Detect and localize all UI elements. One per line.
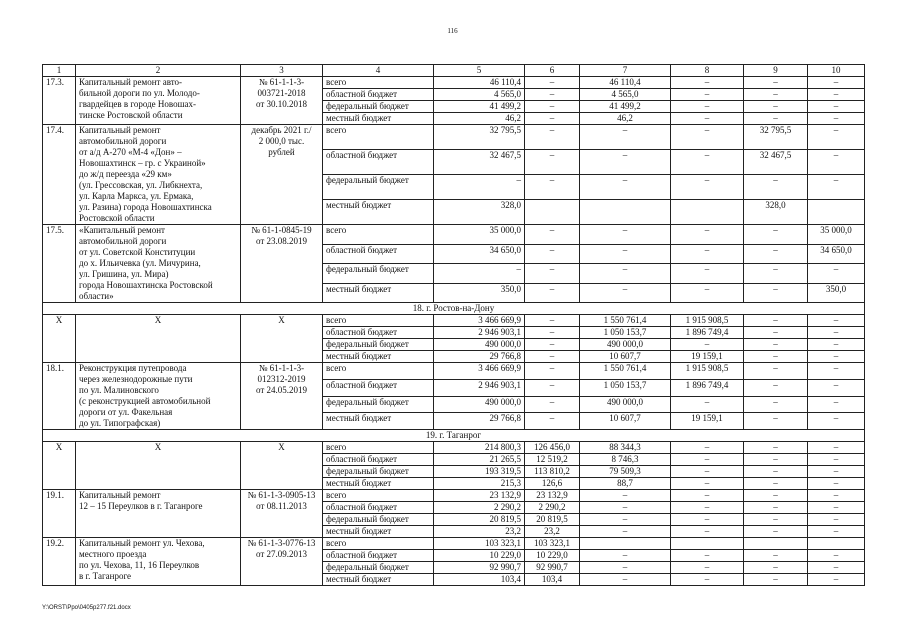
- value-cell-col-5: 214 800,3: [434, 442, 525, 454]
- item-number: 17.3.: [43, 77, 76, 125]
- value-cell-col-8: –: [671, 502, 744, 514]
- value-cell-col-5: 2 290,2: [434, 502, 525, 514]
- item-number: 18.1.: [43, 363, 76, 430]
- budget-label: местный бюджет: [323, 113, 434, 125]
- item-document: № 61-1-1-3- 003721-2018 от 30.10.2018: [241, 77, 323, 125]
- value-cell-col-8: –: [671, 175, 744, 200]
- value-cell-col-7: [580, 200, 671, 225]
- value-cell-col-7: 490 000,0: [580, 339, 671, 351]
- value-cell-col-9: –: [744, 514, 808, 526]
- item-document: № 61-1-1-3- 012312-2019 от 24.05.2019: [241, 363, 323, 430]
- budget-label: федеральный бюджет: [323, 514, 434, 526]
- value-cell-col-9: –: [744, 244, 808, 264]
- column-number-header: 4: [323, 65, 434, 77]
- budget-label: всего: [323, 538, 434, 550]
- value-cell-col-9: –: [744, 351, 808, 363]
- table-row: [43, 125, 865, 150]
- section-row: [43, 303, 865, 315]
- budget-label: всего: [323, 225, 434, 245]
- value-cell-col-7: –: [580, 244, 671, 264]
- value-cell-col-10: –: [808, 490, 865, 502]
- item-name: Капитальный ремонт 12 – 15 Переулков в г. Таганроге: [76, 490, 241, 538]
- value-cell-col-7: –: [580, 264, 671, 284]
- value-cell-col-10: 35 000,0: [808, 225, 865, 245]
- page-number: 116: [447, 27, 458, 35]
- value-cell-col-9: –: [744, 413, 808, 430]
- value-cell-col-8: –: [671, 514, 744, 526]
- value-cell-col-9: –: [744, 396, 808, 413]
- column-number-header: 9: [744, 65, 808, 77]
- value-cell-col-10: –: [808, 550, 865, 562]
- value-cell-col-8: 19 159,1: [671, 413, 744, 430]
- value-cell-col-10: –: [808, 363, 865, 380]
- value-cell-col-9: –: [744, 225, 808, 245]
- value-cell-col-7: 46,2: [580, 113, 671, 125]
- value-cell-col-8: –: [671, 283, 744, 303]
- column-number-header: 1: [43, 65, 76, 77]
- value-cell-col-6: 126,6: [525, 478, 580, 490]
- table-row: [43, 490, 865, 502]
- value-cell-col-7: 10 607,7: [580, 351, 671, 363]
- value-cell-col-10: –: [808, 466, 865, 478]
- budget-label: федеральный бюджет: [323, 562, 434, 574]
- column-number-header: 5: [434, 65, 525, 77]
- item-document: Х: [241, 315, 323, 363]
- value-cell-col-5: 21 265,5: [434, 454, 525, 466]
- value-cell-col-6: –: [525, 150, 580, 175]
- budget-label: федеральный бюджет: [323, 396, 434, 413]
- value-cell-col-10: [808, 200, 865, 225]
- value-cell-col-9: –: [744, 363, 808, 380]
- value-cell-col-7: 10 607,7: [580, 413, 671, 430]
- value-cell-col-10: –: [808, 77, 865, 89]
- value-cell-col-8: [671, 200, 744, 225]
- budget-label: областной бюджет: [323, 379, 434, 396]
- value-cell-col-5: 3 466 669,9: [434, 363, 525, 380]
- value-cell-col-9: –: [744, 442, 808, 454]
- value-cell-col-6: [525, 200, 580, 225]
- value-cell-col-6: 103,4: [525, 574, 580, 586]
- item-name: Капитальный ремонт автомобильной дороги от а/д А-270 «М-4 «Дон» – Новошахтинск – гр. с Украиной» до ж/д переезда «29 км» (ул. Грессовская, ул. Либкнехта, ул. Карла Маркса, ул. Ермака, ул. Разина) города Новошахтинска Ростовской области: [76, 125, 241, 225]
- value-cell-col-9: –: [744, 379, 808, 396]
- table-row: [43, 315, 865, 327]
- budget-label: всего: [323, 77, 434, 89]
- value-cell-col-8: 1 915 908,5: [671, 363, 744, 380]
- value-cell-col-6: –: [525, 327, 580, 339]
- value-cell-col-7: –: [580, 502, 671, 514]
- value-cell-col-6: 126 456,0: [525, 442, 580, 454]
- value-cell-col-6: –: [525, 339, 580, 351]
- value-cell-col-9: –: [744, 283, 808, 303]
- item-name: Капитальный ремонт авто- бильной дороги по ул. Молодо- гвардейцев в городе Новошах- тинске Ростовской области: [76, 77, 241, 125]
- table-row: [43, 77, 865, 89]
- value-cell-col-7: 88 344,3: [580, 442, 671, 454]
- value-cell-col-7: 1 050 153,7: [580, 327, 671, 339]
- value-cell-col-7: 46 110,4: [580, 77, 671, 89]
- value-cell-col-9: –: [744, 175, 808, 200]
- value-cell-col-5: 350,0: [434, 283, 525, 303]
- value-cell-col-7: –: [580, 526, 671, 538]
- item-number: 17.4.: [43, 125, 76, 225]
- value-cell-col-6: 20 819,5: [525, 514, 580, 526]
- item-name: Х: [76, 442, 241, 490]
- budget-label: всего: [323, 125, 434, 150]
- value-cell-col-7: [580, 538, 671, 550]
- value-cell-col-6: –: [525, 283, 580, 303]
- value-cell-col-6: –: [525, 315, 580, 327]
- budget-table: [42, 64, 865, 586]
- value-cell-col-5: 2 946 903,1: [434, 379, 525, 396]
- budget-label: федеральный бюджет: [323, 101, 434, 113]
- value-cell-col-5: –: [434, 175, 525, 200]
- column-number-header: 2: [76, 65, 241, 77]
- budget-label: местный бюджет: [323, 351, 434, 363]
- value-cell-col-5: 23,2: [434, 526, 525, 538]
- item-document: декабрь 2021 г./ 2 000,0 тыс. рублей: [241, 125, 323, 225]
- value-cell-col-7: 8 746,3: [580, 454, 671, 466]
- value-cell-col-9: –: [744, 490, 808, 502]
- value-cell-col-5: 215,3: [434, 478, 525, 490]
- value-cell-col-10: –: [808, 339, 865, 351]
- budget-label: всего: [323, 442, 434, 454]
- value-cell-col-8: –: [671, 466, 744, 478]
- value-cell-col-8: –: [671, 77, 744, 89]
- value-cell-col-9: –: [744, 466, 808, 478]
- value-cell-col-7: 1 050 153,7: [580, 379, 671, 396]
- value-cell-col-7: –: [580, 514, 671, 526]
- value-cell-col-6: –: [525, 101, 580, 113]
- value-cell-col-9: –: [744, 454, 808, 466]
- value-cell-col-10: –: [808, 454, 865, 466]
- item-number: Х: [43, 442, 76, 490]
- item-number: 17.5.: [43, 225, 76, 303]
- value-cell-col-10: –: [808, 574, 865, 586]
- value-cell-col-7: –: [580, 175, 671, 200]
- value-cell-col-8: –: [671, 125, 744, 150]
- value-cell-col-9: –: [744, 113, 808, 125]
- value-cell-col-5: 35 000,0: [434, 225, 525, 245]
- table-row: [43, 538, 865, 550]
- budget-label: федеральный бюджет: [323, 466, 434, 478]
- value-cell-col-8: –: [671, 478, 744, 490]
- value-cell-col-8: –: [671, 526, 744, 538]
- value-cell-col-10: –: [808, 113, 865, 125]
- value-cell-col-10: –: [808, 514, 865, 526]
- value-cell-col-7: –: [580, 125, 671, 150]
- value-cell-col-8: –: [671, 225, 744, 245]
- value-cell-col-7: 88,7: [580, 478, 671, 490]
- value-cell-col-8: 1 915 908,5: [671, 315, 744, 327]
- value-cell-col-8: –: [671, 101, 744, 113]
- value-cell-col-5: 29 766,8: [434, 413, 525, 430]
- budget-label: местный бюджет: [323, 478, 434, 490]
- value-cell-col-5: 29 766,8: [434, 351, 525, 363]
- value-cell-col-10: 350,0: [808, 283, 865, 303]
- budget-label: областной бюджет: [323, 244, 434, 264]
- value-cell-col-6: 10 229,0: [525, 550, 580, 562]
- value-cell-col-5: 193 319,5: [434, 466, 525, 478]
- value-cell-col-8: –: [671, 442, 744, 454]
- value-cell-col-5: 10 229,0: [434, 550, 525, 562]
- item-name: Реконструкция путепровода через железнодорожные пути по ул. Малиновского (с реконструкцией автомобильной дороги от ул. Факельная до ул. Типографская): [76, 363, 241, 430]
- value-cell-col-5: 328,0: [434, 200, 525, 225]
- value-cell-col-10: –: [808, 327, 865, 339]
- value-cell-col-7: 4 565,0: [580, 89, 671, 101]
- value-cell-col-9: –: [744, 264, 808, 284]
- value-cell-col-6: 23 132,9: [525, 490, 580, 502]
- value-cell-col-10: –: [808, 175, 865, 200]
- item-number: 19.1.: [43, 490, 76, 538]
- value-cell-col-10: –: [808, 150, 865, 175]
- column-number-header: 8: [671, 65, 744, 77]
- value-cell-col-7: –: [580, 225, 671, 245]
- section-title: 18. г. Ростов-на-Дону: [43, 303, 865, 315]
- column-number-header: 3: [241, 65, 323, 77]
- value-cell-col-6: 2 290,2: [525, 502, 580, 514]
- value-cell-col-8: –: [671, 574, 744, 586]
- value-cell-col-5: 3 466 669,9: [434, 315, 525, 327]
- value-cell-col-5: –: [434, 264, 525, 284]
- value-cell-col-8: –: [671, 396, 744, 413]
- column-number-header: 7: [580, 65, 671, 77]
- item-document: Х: [241, 442, 323, 490]
- value-cell-col-6: –: [525, 225, 580, 245]
- budget-label: всего: [323, 490, 434, 502]
- value-cell-col-7: 1 550 761,4: [580, 315, 671, 327]
- value-cell-col-10: –: [808, 526, 865, 538]
- value-cell-col-9: [744, 538, 808, 550]
- value-cell-col-5: 23 132,9: [434, 490, 525, 502]
- value-cell-col-6: –: [525, 396, 580, 413]
- value-cell-col-10: –: [808, 89, 865, 101]
- item-document: № 61-1-3-0905-13 от 08.11.2013: [241, 490, 323, 538]
- value-cell-col-7: 490 000,0: [580, 396, 671, 413]
- budget-label: федеральный бюджет: [323, 175, 434, 200]
- value-cell-col-6: –: [525, 363, 580, 380]
- value-cell-col-7: –: [580, 562, 671, 574]
- item-number: Х: [43, 315, 76, 363]
- value-cell-col-10: –: [808, 264, 865, 284]
- value-cell-col-8: –: [671, 339, 744, 351]
- value-cell-col-10: –: [808, 413, 865, 430]
- value-cell-col-10: –: [808, 478, 865, 490]
- budget-label: всего: [323, 363, 434, 380]
- value-cell-col-8: –: [671, 490, 744, 502]
- value-cell-col-7: –: [580, 283, 671, 303]
- value-cell-col-5: 41 499,2: [434, 101, 525, 113]
- value-cell-col-9: –: [744, 562, 808, 574]
- budget-label: областной бюджет: [323, 502, 434, 514]
- value-cell-col-5: 92 990,7: [434, 562, 525, 574]
- value-cell-col-6: –: [525, 125, 580, 150]
- value-cell-col-6: –: [525, 379, 580, 396]
- budget-label: местный бюджет: [323, 526, 434, 538]
- value-cell-col-5: 103,4: [434, 574, 525, 586]
- item-number: 19.2.: [43, 538, 76, 586]
- value-cell-col-10: –: [808, 502, 865, 514]
- table-row: [43, 225, 865, 245]
- section-row: [43, 430, 865, 442]
- budget-label: областной бюджет: [323, 327, 434, 339]
- value-cell-col-8: 1 896 749,4: [671, 379, 744, 396]
- item-name: Капитальный ремонт ул. Чехова, местного проезда по ул. Чехова, 11, 16 Переулков в г. Таганроге: [76, 538, 241, 586]
- value-cell-col-10: [808, 538, 865, 550]
- value-cell-col-10: –: [808, 442, 865, 454]
- table-row: [43, 363, 865, 380]
- value-cell-col-5: 20 819,5: [434, 514, 525, 526]
- value-cell-col-10: –: [808, 101, 865, 113]
- value-cell-col-5: 2 946 903,1: [434, 327, 525, 339]
- value-cell-col-8: –: [671, 244, 744, 264]
- value-cell-col-5: 32 795,5: [434, 125, 525, 150]
- value-cell-col-9: –: [744, 478, 808, 490]
- value-cell-col-5: 4 565,0: [434, 89, 525, 101]
- value-cell-col-5: 46 110,4: [434, 77, 525, 89]
- value-cell-col-5: 103 323,1: [434, 538, 525, 550]
- value-cell-col-5: 34 650,0: [434, 244, 525, 264]
- value-cell-col-9: –: [744, 101, 808, 113]
- value-cell-col-7: –: [580, 574, 671, 586]
- value-cell-col-8: –: [671, 150, 744, 175]
- value-cell-col-6: 113 810,2: [525, 466, 580, 478]
- value-cell-col-9: 32 467,5: [744, 150, 808, 175]
- header-row: [43, 65, 865, 77]
- value-cell-col-9: –: [744, 77, 808, 89]
- value-cell-col-10: –: [808, 379, 865, 396]
- budget-label: местный бюджет: [323, 283, 434, 303]
- value-cell-col-8: –: [671, 113, 744, 125]
- budget-label: областной бюджет: [323, 150, 434, 175]
- value-cell-col-8: –: [671, 264, 744, 284]
- value-cell-col-5: 46,2: [434, 113, 525, 125]
- value-cell-col-7: 41 499,2: [580, 101, 671, 113]
- value-cell-col-6: –: [525, 77, 580, 89]
- item-document: № 61-1-3-0776-13 от 27.09.2013: [241, 538, 323, 586]
- value-cell-col-5: 490 000,0: [434, 396, 525, 413]
- item-name: Х: [76, 315, 241, 363]
- file-path-footer: Y:\ORST\Ppo\0405p277.f21.docx: [42, 605, 131, 611]
- value-cell-col-7: –: [580, 150, 671, 175]
- table-row: [43, 442, 865, 454]
- column-number-header: 10: [808, 65, 865, 77]
- value-cell-col-9: 32 795,5: [744, 125, 808, 150]
- value-cell-col-10: 34 650,0: [808, 244, 865, 264]
- item-document: № 61-1-0845-19 от 23.08.2019: [241, 225, 323, 303]
- value-cell-col-10: –: [808, 562, 865, 574]
- value-cell-col-10: –: [808, 396, 865, 413]
- value-cell-col-6: –: [525, 175, 580, 200]
- value-cell-col-6: –: [525, 244, 580, 264]
- column-number-header: 6: [525, 65, 580, 77]
- budget-label: федеральный бюджет: [323, 339, 434, 351]
- budget-label: областной бюджет: [323, 89, 434, 101]
- budget-label: местный бюджет: [323, 200, 434, 225]
- budget-label: областной бюджет: [323, 550, 434, 562]
- budget-label: областной бюджет: [323, 454, 434, 466]
- value-cell-col-6: –: [525, 113, 580, 125]
- value-cell-col-6: 23,2: [525, 526, 580, 538]
- value-cell-col-8: –: [671, 454, 744, 466]
- value-cell-col-6: 12 519,2: [525, 454, 580, 466]
- budget-label: федеральный бюджет: [323, 264, 434, 284]
- value-cell-col-6: 92 990,7: [525, 562, 580, 574]
- value-cell-col-9: –: [744, 339, 808, 351]
- value-cell-col-9: –: [744, 502, 808, 514]
- budget-label: местный бюджет: [323, 574, 434, 586]
- value-cell-col-10: –: [808, 315, 865, 327]
- value-cell-col-6: –: [525, 89, 580, 101]
- value-cell-col-9: 328,0: [744, 200, 808, 225]
- value-cell-col-8: –: [671, 550, 744, 562]
- budget-label: местный бюджет: [323, 413, 434, 430]
- value-cell-col-7: –: [580, 550, 671, 562]
- value-cell-col-8: [671, 538, 744, 550]
- value-cell-col-5: 490 000,0: [434, 339, 525, 351]
- value-cell-col-8: 19 159,1: [671, 351, 744, 363]
- value-cell-col-8: 1 896 749,4: [671, 327, 744, 339]
- value-cell-col-9: –: [744, 89, 808, 101]
- value-cell-col-7: 1 550 761,4: [580, 363, 671, 380]
- value-cell-col-10: –: [808, 125, 865, 150]
- value-cell-col-9: –: [744, 550, 808, 562]
- section-title: 19. г. Таганрог: [43, 430, 865, 442]
- value-cell-col-5: 32 467,5: [434, 150, 525, 175]
- value-cell-col-9: –: [744, 526, 808, 538]
- value-cell-col-9: –: [744, 327, 808, 339]
- value-cell-col-6: –: [525, 413, 580, 430]
- value-cell-col-8: –: [671, 89, 744, 101]
- value-cell-col-9: –: [744, 315, 808, 327]
- item-name: «Капитальный ремонт автомобильной дороги от ул. Советской Конституции до х. Ильичевка (ул. Мичурина, ул. Гришина, ул. Мира) города Новошахтинска Ростовской области»: [76, 225, 241, 303]
- value-cell-col-8: –: [671, 562, 744, 574]
- value-cell-col-6: –: [525, 351, 580, 363]
- value-cell-col-10: –: [808, 351, 865, 363]
- value-cell-col-6: 103 323,1: [525, 538, 580, 550]
- value-cell-col-6: –: [525, 264, 580, 284]
- value-cell-col-7: 79 509,3: [580, 466, 671, 478]
- budget-label: всего: [323, 315, 434, 327]
- value-cell-col-7: –: [580, 490, 671, 502]
- value-cell-col-9: –: [744, 574, 808, 586]
